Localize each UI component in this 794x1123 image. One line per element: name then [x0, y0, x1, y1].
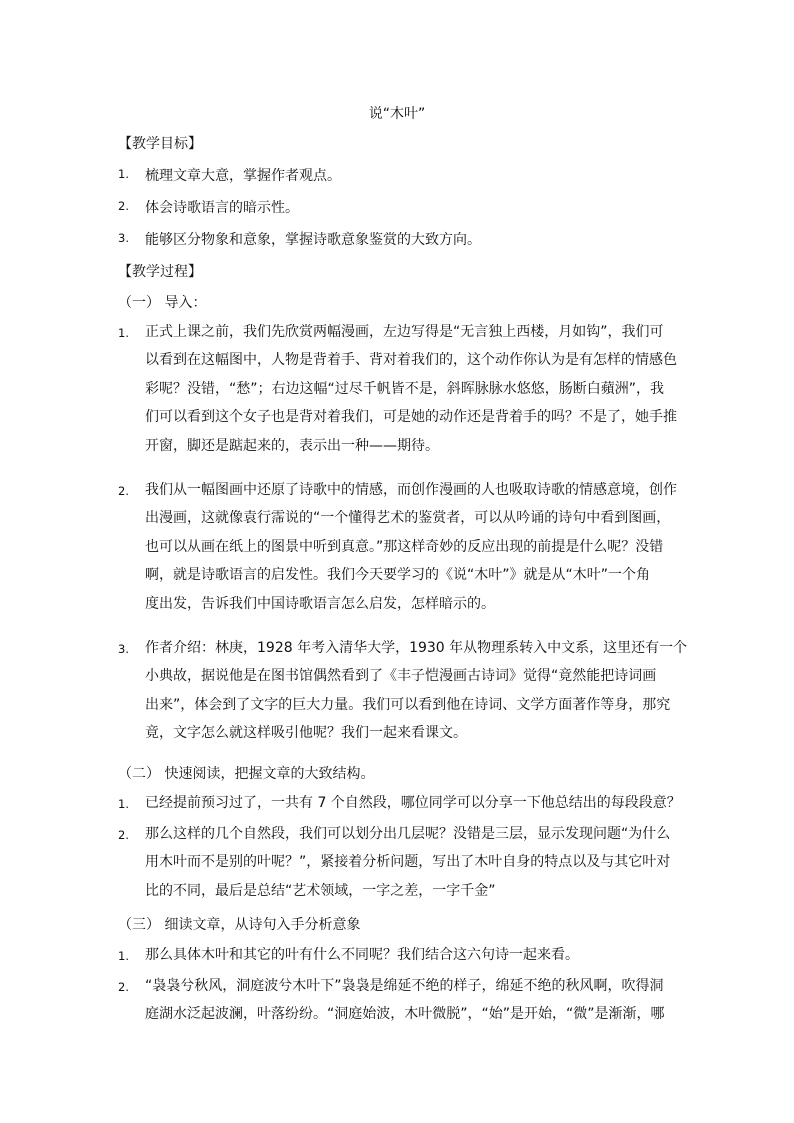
item-number: 2.: [118, 484, 129, 498]
goal-text: 体会诗歌语言的暗示性。: [145, 200, 299, 216]
teaching-goals-heading: 【教学目标】: [118, 136, 202, 152]
paragraph-line: 庭湖水泛起波澜，叶落纷纷。“洞庭始波，木叶微脱”，“始”是开始，“微”是渐渐，哪: [145, 1006, 665, 1023]
item-number: 2.: [118, 828, 129, 842]
paragraph-line: 那么具体木叶和其它的叶有什么不同呢？我们结合这六句诗一起来看。: [145, 947, 579, 963]
goal-number: 2.: [118, 199, 129, 213]
item-number: 1.: [118, 326, 129, 340]
item-number: 2.: [118, 980, 129, 994]
teaching-process-heading: 【教学过程】: [118, 264, 202, 280]
document-title: 说“木叶”: [368, 106, 426, 122]
goal-number: 1.: [118, 167, 129, 181]
section-heading: （二） 快速阅读，把握文章的大致结构。: [118, 766, 375, 782]
paragraph-line: 比的不同，最后是总结“艺术领域，一字之差，一字千金”: [145, 882, 496, 899]
paragraph-line: 开窗，脚还是踮起来的，表示出一种——期待。: [145, 437, 439, 454]
paragraph-line: 度出发，告诉我们中国诗歌语言怎么启发，怎样暗示的。: [145, 595, 495, 612]
paragraph-line: 彩呢？没错，“愁”；右边这幅“过尽千帆皆不是，斜晖脉脉水悠悠，肠断白蘋洲”，我: [145, 380, 665, 397]
item-number: 1.: [118, 949, 129, 963]
paragraph: [145, 634, 688, 748]
paragraph: [145, 318, 685, 460]
paragraph-line: 作者介绍：林庚，1928 年考入清华大学，1930 年从物理系转入中文系，这里还有一个: [145, 640, 688, 656]
paragraph-line: “袅袅兮秋风，洞庭波兮木叶下”袅袅是绵延不绝的样子，绵延不绝的秋风啊，吹得洞: [145, 978, 664, 994]
paragraph-line: 啊，就是诗歌语言的启发性。我们今天要学习的《说“木叶”》就是从“木叶”一个角: [145, 567, 651, 584]
paragraph-line: 已经提前预习过了，一共有 7 个自然段，哪位同学可以分享一下他总结出的每段段意？: [145, 795, 681, 811]
paragraph-line: 那么这样的几个自然段，我们可以划分出几层呢？没错是三层，显示发现问题“为什么: [145, 826, 671, 842]
item-number: 1.: [118, 797, 129, 811]
paragraph-line: 竟，文字怎么就这样吸引他呢？我们一起来看课文。: [145, 725, 467, 742]
paragraph-line: 用木叶而不是别的叶呢？”，紧接着分析问题，写出了木叶自身的特点以及与其它叶对: [145, 854, 671, 871]
goal-text: 梳理文章大意，掌握作者观点。: [145, 168, 341, 184]
paragraph: [145, 476, 685, 618]
section-heading: （一） 导入：: [118, 295, 207, 311]
paragraph-line: 们可以看到这个女子也是背对着我们，可是她的动作还是背着手的吗？不是了，她手推: [145, 409, 677, 426]
section-heading: （三） 细读文章，从诗句入手分析意象: [118, 917, 361, 933]
paragraph: [145, 820, 685, 905]
paragraph: [145, 789, 685, 817]
paragraph-line: 我们从一幅图画中还原了诗歌中的情感，而创作漫画的人也吸取诗歌的情感意境，创作: [145, 482, 677, 498]
paragraph-line: 正式上课之前，我们先欣赏两幅漫画，左边写得是“无言独上西楼，月如钩”，我们可: [145, 324, 664, 340]
paragraph-line: 小典故，据说他是在图书馆偶然看到了《丰子恺漫画古诗词》觉得“竟然能把诗词画: [145, 668, 657, 685]
item-number: 3.: [118, 642, 129, 656]
paragraph: [145, 972, 685, 1029]
paragraph-line: 出来”，体会到了文字的巨大力量。我们可以看到他在诗词、文学方面著作等身，那究: [145, 696, 671, 713]
goal-number: 3.: [118, 231, 129, 245]
paragraph-line: 出漫画，这就像袁行霈说的“一个懂得艺术的鉴赏者，可以从吟诵的诗句中看到图画，: [145, 510, 671, 527]
paragraph-line: 也可以从画在纸上的图景中听到真意。”那这样奇妙的反应出现的前提是什么呢？没错: [145, 538, 664, 555]
goal-text: 能够区分物象和意象，掌握诗歌意象鉴赏的大致方向。: [145, 232, 481, 248]
paragraph-line: 以看到在这幅图中，人物是背着手、背对着我们的，这个动作你认为是有怎样的情感色: [145, 352, 677, 369]
paragraph: [145, 941, 685, 969]
